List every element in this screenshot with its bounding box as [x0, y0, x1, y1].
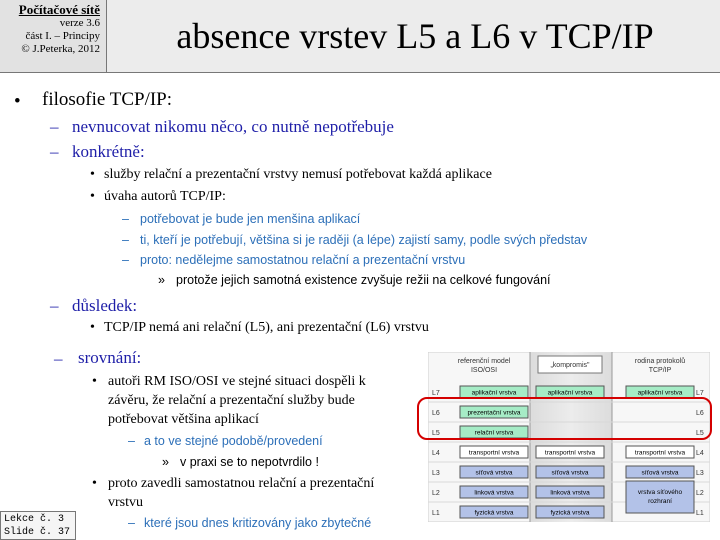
- course-version: verze 3.6: [59, 17, 100, 29]
- tcp-layer-label: transportní vrstva: [634, 449, 686, 457]
- tcp-network-interface-box: [626, 481, 694, 513]
- header-osi-line2: ISO/OSI: [470, 367, 498, 374]
- slide-footer: [0, 511, 76, 540]
- layer-code-right: L6: [696, 410, 704, 417]
- layer-code-left: L5: [432, 430, 440, 437]
- bullet-authors-reasoning: úvaha autorů TCP/IP:: [104, 189, 226, 204]
- bullet-marker: •: [90, 167, 95, 182]
- bullet-osi-authors-line3: potřebovat většina aplikací: [108, 412, 259, 427]
- layer-code-left: L7: [432, 390, 440, 397]
- bullet-introduced-line1: proto zavedli samostatnou relační a prezentační: [108, 476, 375, 491]
- bullet-marker: •: [90, 189, 95, 204]
- lecture-number: Lekce č. 3: [4, 514, 65, 525]
- dash-marker: –: [54, 349, 63, 368]
- layer-code-right: L3: [696, 470, 704, 477]
- bullet-osi-authors-line2: závěru, že relační a prezentační služby bude: [108, 393, 355, 408]
- header-osi-line1: referenční model: [457, 358, 511, 365]
- layer-code-right: L5: [696, 430, 704, 437]
- layer-code-left: L6: [432, 410, 440, 417]
- header-tcp-line2: TCP/IP: [648, 367, 672, 374]
- bullet-same-form: a to ve stejné podobě/provedení: [144, 434, 323, 448]
- compromise-layer-label: síťová vrstva: [551, 469, 589, 477]
- bullet-not-confirmed: v praxi se to nepotvrdilo !: [180, 455, 319, 469]
- course-name: Počítačové sítě: [18, 2, 100, 17]
- bullet-comparison: srovnání:: [78, 348, 142, 367]
- course-part: část I. – Principy: [25, 30, 100, 42]
- layer-code-left: L2: [432, 490, 440, 497]
- compromise-layer-label: fyzická vrstva: [550, 509, 590, 517]
- dash-marker: –: [122, 233, 129, 247]
- layer-code-right: L4: [696, 450, 704, 457]
- bullet-tcpip-no-layers: TCP/IP nemá ani relační (L5), ani prezentační (L6) vrstvu: [104, 320, 429, 335]
- layer-code-left: L1: [432, 510, 440, 517]
- layer-code-right: L7: [696, 390, 704, 397]
- bullet-minority: potřebovat je bude jen menšina aplikací: [140, 212, 361, 226]
- header-tcp-line1: rodina protokolů: [634, 358, 686, 365]
- bullet-those-who-need: ti, kteří je potřebují, většina si je raději (a lépe) zajistí samy, podle svých představ: [140, 233, 588, 247]
- tcp-layer-label: síťová vrstva: [641, 469, 679, 477]
- dash-marker: –: [122, 253, 129, 267]
- bullet-not-impose: nevnucovat nikomu něco, co nutně nepotřebuje: [72, 117, 394, 136]
- osi-layer-label: síťová vrstva: [475, 469, 513, 477]
- bullet-overhead: protože jejich samotná existence zvyšuje režii na celkové fungování: [176, 273, 551, 287]
- slide-number: Slide č. 37: [4, 527, 71, 538]
- dash-marker: –: [128, 516, 135, 530]
- tcp-layer-label: aplikační vrstva: [637, 389, 683, 397]
- compromise-layer-label: transportní vrstva: [544, 449, 596, 457]
- highlight-l5-l6: [416, 396, 714, 442]
- bullet-marker: •: [92, 374, 97, 389]
- raquo-marker: »: [162, 455, 169, 469]
- osi-layer-label: prezentační vrstva: [467, 409, 521, 417]
- slide-title: absence vrstev L5 a L6 v TCP/IP: [176, 16, 654, 56]
- osi-layer-label: aplikační vrstva: [471, 389, 517, 397]
- dash-marker: –: [50, 296, 59, 315]
- bullet-philosophy: filosofie TCP/IP:: [42, 89, 173, 110]
- header-compromise: „kompromis": [550, 362, 590, 369]
- course-info-box: [0, 0, 107, 72]
- bullet-consequence: důsledek:: [72, 296, 138, 315]
- layer-code-left: L4: [432, 450, 440, 457]
- bullet-marker: •: [90, 320, 95, 335]
- bullet-services-not-needed: služby relační a prezentační vrstvy nemusí potřebovat každá aplikace: [104, 167, 492, 182]
- osi-layer-label: transportní vrstva: [468, 449, 520, 457]
- bullet-concretely: konkrétně:: [72, 142, 145, 161]
- course-copyright: © J.Peterka, 2012: [21, 43, 100, 55]
- bullet-introduced-line2: vrstvu: [108, 495, 143, 510]
- bullet-dont-make-layers: proto: nedělejme samostatnou relační a prezentační vrstvu: [140, 253, 466, 267]
- bullet-marker: •: [14, 91, 21, 112]
- bullet-criticized: které jsou dnes kritizovány jako zbytečné: [144, 516, 372, 530]
- layer-code-right: L1: [696, 510, 704, 517]
- osi-layer-label: relační vrstva: [474, 429, 514, 437]
- tcp-network-interface-line1: vrstva síťového: [637, 489, 683, 496]
- slide-header: [0, 0, 720, 73]
- raquo-marker: »: [158, 273, 165, 287]
- bullet-marker: •: [92, 476, 97, 491]
- tcp-network-interface-line2: rozhraní: [648, 498, 672, 505]
- compromise-layer-label: linková vrstva: [550, 489, 590, 497]
- layer-code-right: L2: [696, 490, 704, 497]
- compromise-layer-label: aplikační vrstva: [547, 389, 593, 397]
- dash-marker: –: [128, 434, 135, 448]
- dash-marker: –: [122, 212, 129, 226]
- osi-layer-label: linková vrstva: [474, 489, 514, 497]
- layer-code-left: L3: [432, 470, 440, 477]
- osi-layer-label: fyzická vrstva: [474, 509, 514, 517]
- dash-marker: –: [50, 117, 59, 136]
- dash-marker: –: [50, 142, 59, 161]
- bullet-osi-authors-line1: autoři RM ISO/OSI ve stejné situaci dospěli k: [108, 374, 366, 389]
